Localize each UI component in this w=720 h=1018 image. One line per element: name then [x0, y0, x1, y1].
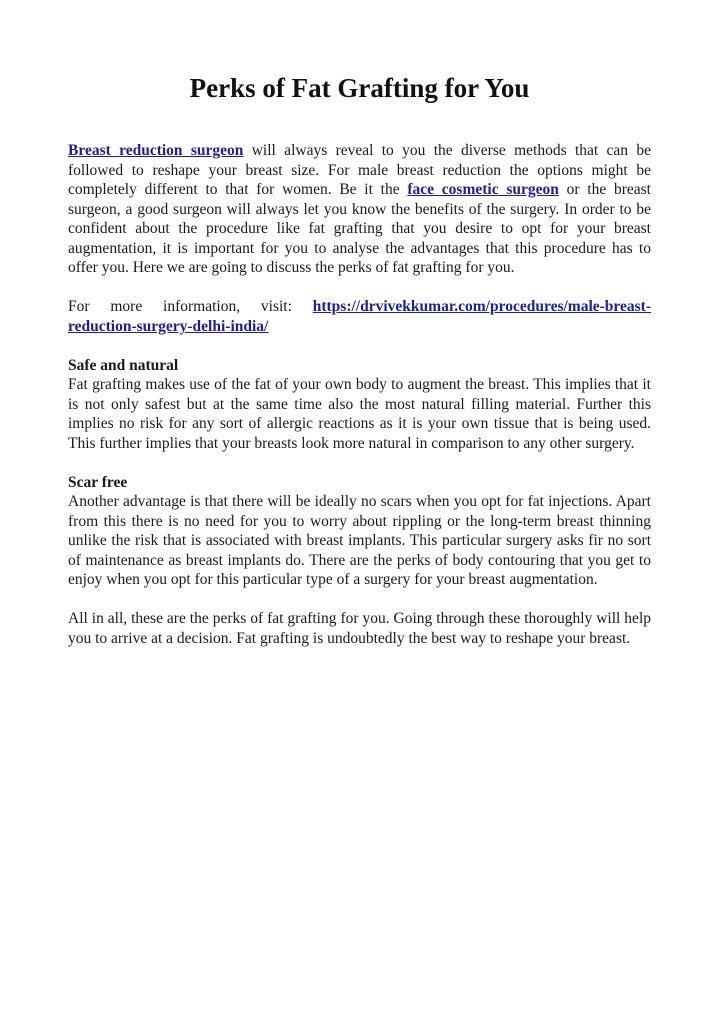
- document-title: Perks of Fat Grafting for You: [189, 73, 530, 103]
- spacer: [68, 590, 651, 610]
- spacer: [68, 278, 651, 298]
- intro-text-part2: or the breast surgeon, a good surgeon will always let you know the benefits of the surgery. In order to be confident about the procedure like fat grafting that you desire to opt for your breast augmentation, it is important for you to analyse the advantages that this procedure has to offer you. Here we are going to discuss the perks of fat grafting for you.: [68, 181, 651, 276]
- document-page: [68, 58, 651, 648]
- more-info-url-link[interactable]: https://drvivekkumar.com/procedures/male-breast-reduction-surgery-delhi-india/: [68, 298, 651, 335]
- section-heading-scar-free: Scar free: [68, 473, 128, 491]
- section-heading-safe-natural: Safe and natural: [68, 356, 179, 374]
- spacer: [68, 336, 651, 356]
- face-cosmetic-surgeon-link[interactable]: face cosmetic surgeon: [407, 181, 559, 198]
- intro-paragraph: [68, 141, 651, 278]
- section-body-scar-free: Another advantage is that there will be ideally no scars when you opt for fat injections. Apart from this there is no need for you to worry about rippling or the long-term breast thinning unlike the risk that is associated with breast implants. This particular surgery asks fir no sort of maintenance as breast implants do. There are the perks of body contouring that you get to enjoy when you opt for this particular type of a surgery for your breast augmentation.: [68, 493, 651, 588]
- spacer: [68, 106, 651, 141]
- section-body-safe-natural: Fat grafting makes use of the fat of your own body to augment the breast. This implies that it is not only safest but at the same time also the most natural filling material. Further this implies no risk for any sort of allergic reactions as it is your own tissue that is being used. This further implies that your breasts look more natural in comparison to any other surgery.: [68, 376, 651, 452]
- more-info-label: For more information, visit:: [68, 298, 313, 315]
- spacer: [68, 453, 651, 473]
- conclusion-paragraph: All in all, these are the perks of fat grafting for you. Going through these thoroughly will help you to arrive at a decision. Fat grafting is undoubtedly the best way to reshape your breast.: [68, 610, 651, 647]
- more-info-paragraph: [68, 297, 651, 336]
- breast-reduction-surgeon-link[interactable]: Breast reduction surgeon: [68, 142, 244, 159]
- intro-text-part1: will always reveal to you the diverse methods that can be followed to reshape your breast size. For male breast reduction the options might be completely different to that for women. Be it the: [68, 142, 652, 198]
